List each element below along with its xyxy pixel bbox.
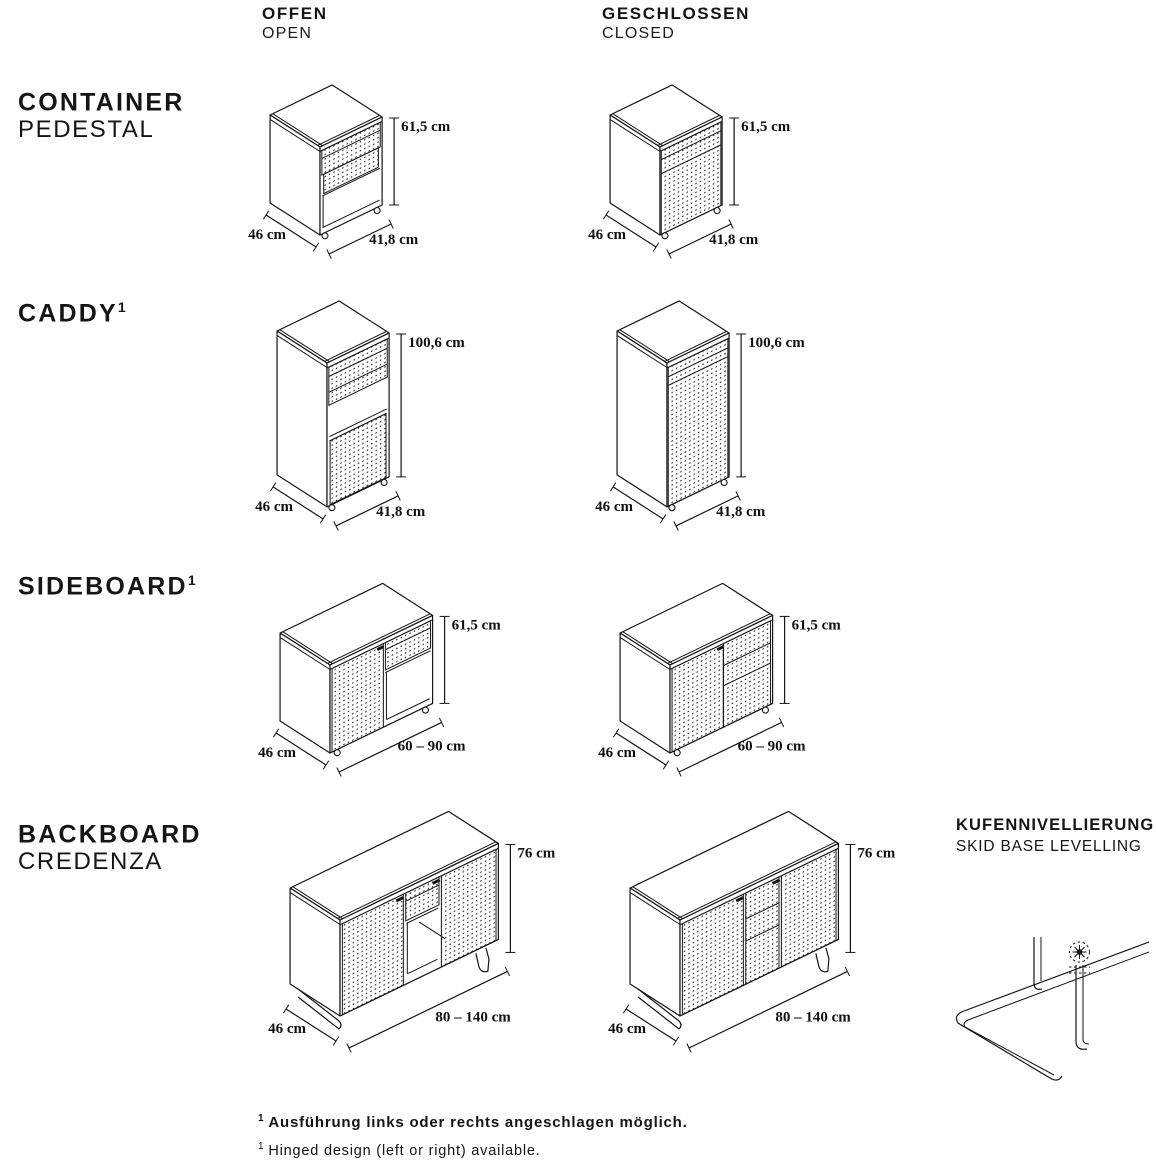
row-label-container-en: PEDESTAL bbox=[18, 116, 155, 144]
row-label-caddy bbox=[18, 293, 126, 327]
column-header-closed-en: CLOSED bbox=[602, 25, 675, 42]
dim-height-label: 61,5 cm bbox=[741, 118, 791, 135]
dim-width-label: 80 – 140 cm bbox=[775, 1009, 851, 1026]
dim-height-label: 61,5 cm bbox=[451, 617, 501, 634]
caster-wheel bbox=[714, 208, 720, 214]
column-header-open bbox=[262, 4, 328, 44]
dim-width-label: 41,8 cm bbox=[716, 503, 766, 520]
skid-levelling-title-en: SKID BASE LEVELLING bbox=[956, 838, 1142, 855]
figure-credenza-open bbox=[250, 810, 615, 1068]
footnote-en-sup: 1 bbox=[258, 1141, 265, 1152]
dim-height-label: 100,6 cm bbox=[408, 334, 465, 351]
skid-leg-right bbox=[476, 948, 489, 972]
skid-base-levelling-figure bbox=[950, 925, 1150, 1090]
column-header-closed-de: GESCHLOSSEN bbox=[602, 4, 750, 23]
dim-width-label: 60 – 90 cm bbox=[737, 738, 806, 755]
perforated-panel bbox=[746, 877, 779, 984]
dim-depth-label: 46 cm bbox=[258, 744, 296, 761]
skid-levelling-heading bbox=[956, 814, 1154, 858]
dim-height-label: 61,5 cm bbox=[401, 118, 451, 135]
figure-sideboard-closed bbox=[585, 570, 915, 805]
skid-leg-right bbox=[816, 948, 829, 972]
footnote-de-text: Ausführung links oder rechts angeschlagen möglich. bbox=[268, 1114, 688, 1131]
row-label-sideboard-sup: 1 bbox=[187, 572, 196, 588]
skid-levelling-title-de: KUFENNIVELLIERUNG bbox=[956, 816, 1155, 834]
row-label-backboard bbox=[18, 814, 202, 876]
footnote-de bbox=[258, 1105, 688, 1136]
row-label-container-de: CONTAINER bbox=[18, 88, 185, 117]
caster-wheel bbox=[322, 233, 328, 239]
row-label-caddy-de: CADDY bbox=[18, 299, 118, 328]
caster-wheel bbox=[422, 707, 428, 713]
dim-height-label: 100,6 cm bbox=[748, 334, 805, 351]
perforated-panel bbox=[668, 339, 728, 507]
dim-depth-label: 46 cm bbox=[255, 498, 293, 515]
figure-caddy-open bbox=[242, 293, 497, 558]
dim-width-label: 41,8 cm bbox=[376, 503, 426, 520]
footnote-de-sup: 1 bbox=[258, 1113, 265, 1124]
dim-height-label: 76 cm bbox=[857, 845, 896, 862]
row-label-caddy-sup: 1 bbox=[117, 299, 126, 315]
row-label-backboard-en: CREDENZA bbox=[18, 848, 163, 876]
row-label-sideboard bbox=[18, 566, 196, 600]
row-label-container bbox=[18, 82, 185, 144]
caster-wheel bbox=[674, 750, 680, 756]
dim-height-label: 61,5 cm bbox=[791, 617, 841, 634]
dim-width-label: 80 – 140 cm bbox=[435, 1009, 511, 1026]
dim-depth-label: 46 cm bbox=[268, 1020, 306, 1037]
dim-height-label: 76 cm bbox=[517, 845, 556, 862]
footnote-en-text: Hinged design (left or right) available. bbox=[268, 1142, 541, 1159]
figure-sideboard-open bbox=[245, 570, 575, 805]
caster-wheel bbox=[334, 750, 340, 756]
row-label-sideboard-de: SIDEBOARD bbox=[18, 572, 188, 601]
dim-width-label: 41,8 cm bbox=[369, 231, 419, 248]
dim-depth-label: 46 cm bbox=[598, 744, 636, 761]
caster-wheel bbox=[329, 505, 335, 511]
dim-depth-label: 46 cm bbox=[608, 1020, 646, 1037]
row-label-backboard-de: BACKBOARD bbox=[18, 820, 202, 849]
dim-width-label: 60 – 90 cm bbox=[397, 738, 466, 755]
dim-depth-label: 46 cm bbox=[248, 226, 286, 243]
figure-credenza-closed bbox=[590, 810, 955, 1068]
caster-wheel bbox=[669, 505, 675, 511]
column-header-open-en: OPEN bbox=[262, 25, 313, 42]
caster-wheel bbox=[381, 479, 387, 485]
dim-width-label: 41,8 cm bbox=[709, 231, 759, 248]
column-header-closed bbox=[602, 4, 750, 44]
column-header-open-de: OFFEN bbox=[262, 4, 328, 23]
caster-wheel bbox=[374, 208, 380, 214]
footnote-en bbox=[258, 1133, 541, 1165]
dim-depth-label: 46 cm bbox=[595, 498, 633, 515]
figure-pedestal-closed bbox=[575, 77, 830, 282]
skid-runner-inner bbox=[964, 952, 1149, 1075]
caster-wheel bbox=[762, 707, 768, 713]
dim-depth-label: 46 cm bbox=[588, 226, 626, 243]
caster-wheel bbox=[721, 479, 727, 485]
figure-caddy-closed bbox=[582, 293, 837, 558]
figure-pedestal-open bbox=[235, 77, 490, 282]
caster-wheel bbox=[662, 233, 668, 239]
